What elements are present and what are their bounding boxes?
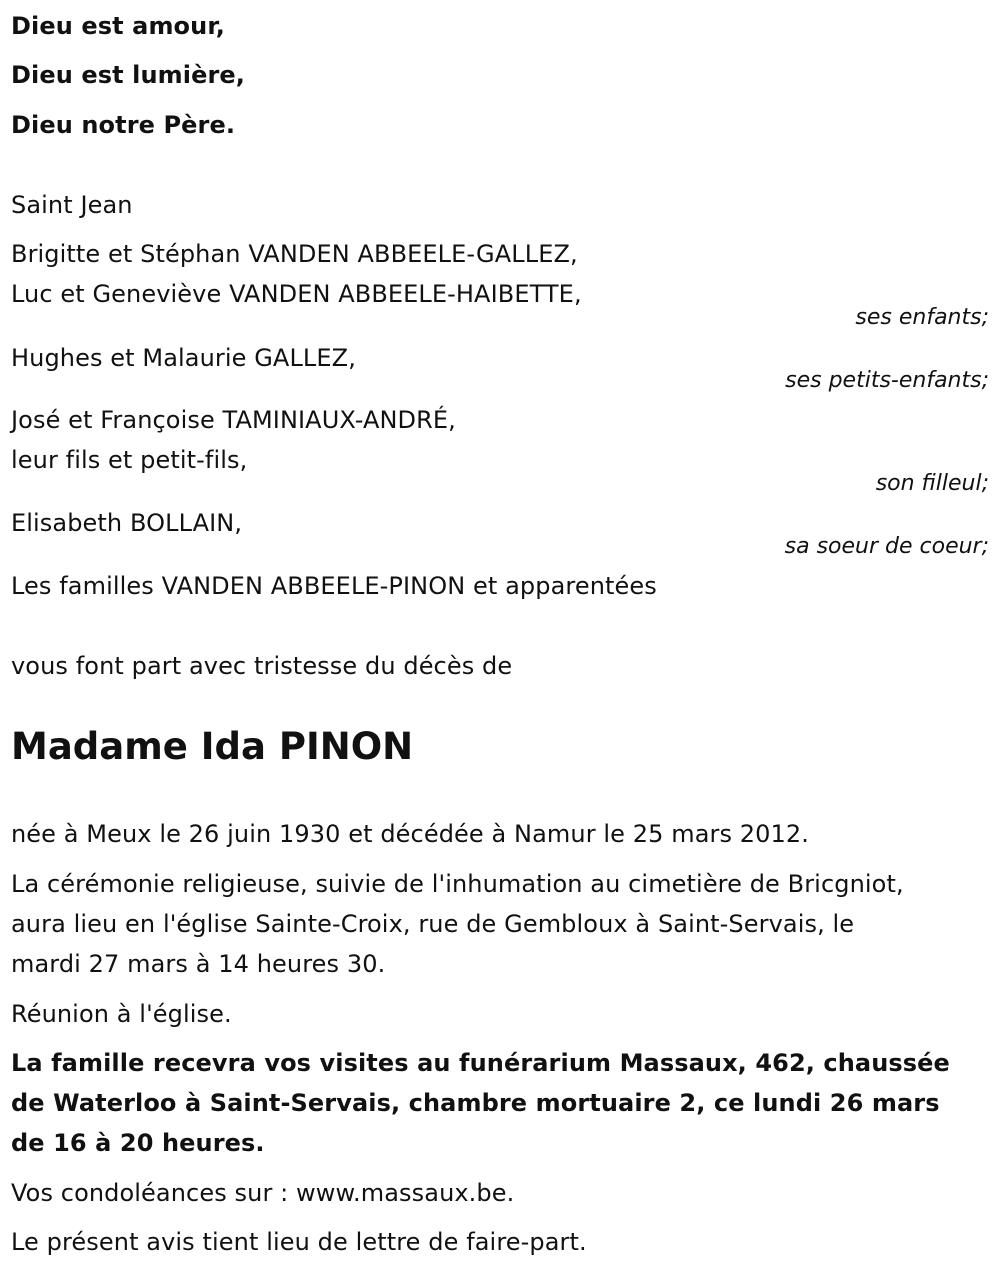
ceremony-line-3: mardi 27 mars à 14 heures 30. xyxy=(11,950,386,978)
visits-line-1: La famille recevra vos visites au funérarium Massaux, 462, chaussée xyxy=(11,1049,950,1077)
verse-source: Saint Jean xyxy=(11,191,133,219)
godson-line-2: leur fils et petit-fils, xyxy=(11,446,248,474)
verse-line-1: Dieu est amour, xyxy=(11,12,225,40)
families-line: Les familles VANDEN ABBEELE-PINON et apparentées xyxy=(11,572,657,600)
birth-death-line: née à Meux le 26 juin 1930 et décédée à Namur le 25 mars 2012. xyxy=(11,820,810,848)
grandchildren-role: ses petits-enfants; xyxy=(785,368,989,393)
children-line-1: Brigitte et Stéphan VANDEN ABBEELE-GALLEZ, xyxy=(11,240,578,268)
visits-line-3: de 16 à 20 heures. xyxy=(11,1129,265,1157)
ceremony-line-1: La cérémonie religieuse, suivie de l'inhumation au cimetière de Bricgniot, xyxy=(11,870,904,898)
condolences-line: Vos condoléances sur : www.massaux.be. xyxy=(11,1179,515,1207)
verse-line-3: Dieu notre Père. xyxy=(11,111,236,139)
announcement-line: vous font part avec tristesse du décès de xyxy=(11,652,513,680)
children-line-2: Luc et Geneviève VANDEN ABBEELE-HAIBETTE, xyxy=(11,280,582,308)
friend-line: Elisabeth BOLLAIN, xyxy=(11,509,243,537)
notice-line: Le présent avis tient lieu de lettre de faire-part. xyxy=(11,1228,587,1256)
visits-line-2: de Waterloo à Saint-Servais, chambre mortuaire 2, ce lundi 26 mars xyxy=(11,1089,940,1117)
friend-role: sa soeur de coeur; xyxy=(784,534,989,559)
deceased-name: Madame Ida PINON xyxy=(11,725,414,768)
verse-line-2: Dieu est lumière, xyxy=(11,61,246,89)
meeting-line: Réunion à l'église. xyxy=(11,1000,232,1028)
grandchildren-line: Hughes et Malaurie GALLEZ, xyxy=(11,344,356,372)
godson-line-1: José et Françoise TAMINIAUX-ANDRÉ, xyxy=(11,406,456,434)
ceremony-line-2: aura lieu en l'église Sainte-Croix, rue de Gembloux à Saint-Servais, le xyxy=(11,910,855,938)
children-role: ses enfants; xyxy=(855,305,989,330)
godson-role: son filleul; xyxy=(875,471,989,496)
